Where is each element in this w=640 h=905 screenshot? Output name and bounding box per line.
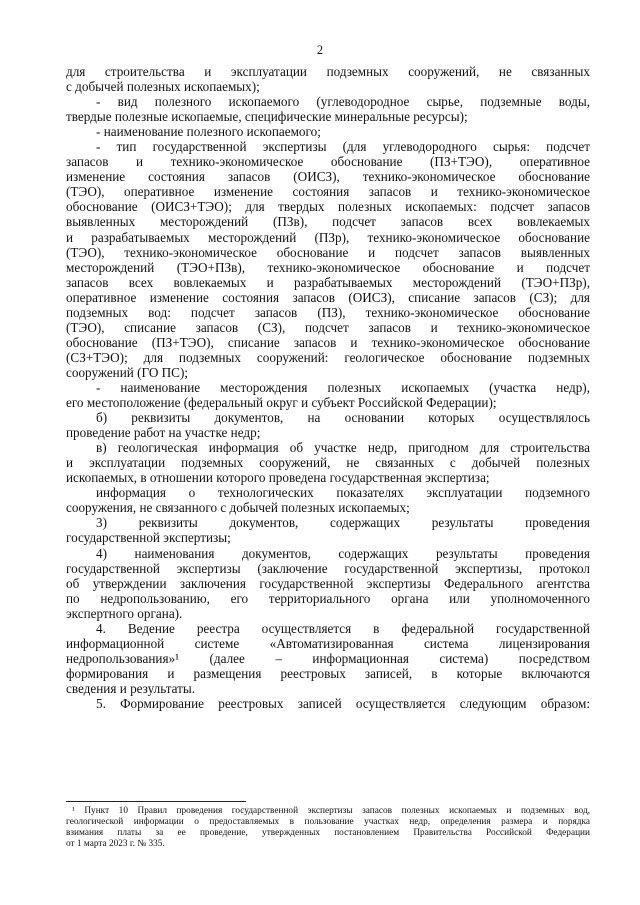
footnote-line: геологической информации о предоставляемых в пользование участках недр, определения размера и порядка [66,817,590,827]
text-line: сооружения, не связанного с добычей полезных ископаемых; [66,500,410,516]
footnote [66,806,590,850]
text-line: изменение состояния запасов (ОИСЗ), технико-экономическое обоснование [66,169,590,185]
text-line: - тип государственной экспертизы (для углеводородного сырья: подсчет [96,139,590,155]
text-line: подземных вод: подсчет запасов (ПЗ), технико-экономическое обоснование [66,304,590,320]
text-line: ископаемых, в отношении которого проведена государственная экспертиза; [66,470,490,486]
text-line: - наименование полезного ископаемого; [96,124,321,140]
footnote-line: ¹ Пункт 10 Правил проведения государственной экспертизы запасов полезных ископаемых и подземных вод, [72,806,590,816]
footnote-line: от 1 марта 2023 г. № 335. [66,839,165,849]
text-line: выявленных месторождений (ПЗв), подсчет запасов всех вовлекаемых [66,214,590,230]
text-line: (ТЭО), технико-экономическое обоснование и подсчет запасов выявленных [66,244,590,260]
text-line: 4. Ведение реестра осуществляется в федеральной государственной [96,620,590,636]
text-line: оперативное изменение состояния запасов (ОИСЗ), списание запасов (СЗ); для [66,289,590,305]
text-line: месторождений (ТЭО+ПЗв), технико-экономическое обоснование и подсчет [66,259,590,275]
footnote-divider [66,801,246,802]
text-line: и разрабатываемых месторождений (ПЗр), технико-экономическое обоснование [66,229,590,245]
text-line: и эксплуатации подземных сооружений, не связанных с добычей полезных [66,455,590,471]
text-line: по недропользованию, его территориального органа или уполномоченного [66,590,590,606]
text-line: 4) наименования документов, содержащих результаты проведения [96,545,590,561]
text-line: для строительства и эксплуатации подземных сооружений, не связанных [66,64,590,79]
text-line: формирования и размещения реестровых записей, в которые включаются [66,665,590,681]
text-line: обоснование (ОИСЗ+ТЭО); для твердых полезных ископаемых: подсчет запасов [66,199,590,215]
text-line: запасов и технико-экономическое обоснование (ПЗ+ТЭО), оперативное [66,154,590,170]
text-line: - вид полезного ископаемого (углеводородное сырье, подземные воды, [96,94,590,110]
text-line: в) геологическая информация об участке недр, пригодном для строительства [96,440,590,456]
text-line: б) реквизиты документов, на основании которых осуществлялось [96,410,590,426]
text-line: его местоположение (федеральный округ и субъект Российской Федерации); [66,395,497,411]
text-line: с добычей полезных ископаемых); [66,79,260,95]
text-line: обоснование (ПЗ+ТЭО), списание запасов и технико-экономическое обоснование [66,334,590,350]
text-line: 5. Формирование реестровых записей осуществляется следующим образом: [96,695,590,711]
page-number: 2 [316,43,324,57]
text-line: об утверждении заключения государственной экспертизы Федерального агентства [66,575,590,591]
text-line: - наименование месторождения полезных ископаемых (участка недр), [96,379,590,395]
text-line: государственной экспертизы; [66,530,231,546]
text-line: государственной экспертизы (заключение государственной экспертизы, протокол [66,560,590,576]
text-line: запасов всех вовлекаемых и разрабатываемых месторождений (ТЭО+ПЗр), [66,274,590,290]
text-line: проведение работ на участке недр; [66,425,261,441]
text-line: (ТЭО), списание запасов (СЗ), подсчет запасов и технико-экономическое [66,319,590,335]
text-line: экспертного органа). [66,605,183,621]
text-line: недропользования»¹ (далее – информационная система) посредством [66,650,590,666]
text-line: сооружений (ГО ПС); [66,364,189,380]
text-line: (ТЭО), оперативное изменение состояния запасов и технико-экономическое [66,184,590,200]
body-text [66,64,590,711]
text-line: твердые полезные ископаемые, специфические минеральные ресурсы); [66,109,468,125]
text-line: информационной системе «Автоматизированная система лицензирования [66,635,590,651]
text-line: 3) реквизиты документов, содержащих результаты проведения [96,515,590,531]
text-line: сведения и результаты. [66,680,196,696]
footnote-line: взимания платы за ее проведение, утвержденных постановлением Правительства Российской Федерации [66,828,590,838]
text-line: (СЗ+ТЭО); для подземных сооружений: геологическое обоснование подземных [66,349,590,365]
text-line: информация о технологических показателях эксплуатации подземного [96,485,590,501]
